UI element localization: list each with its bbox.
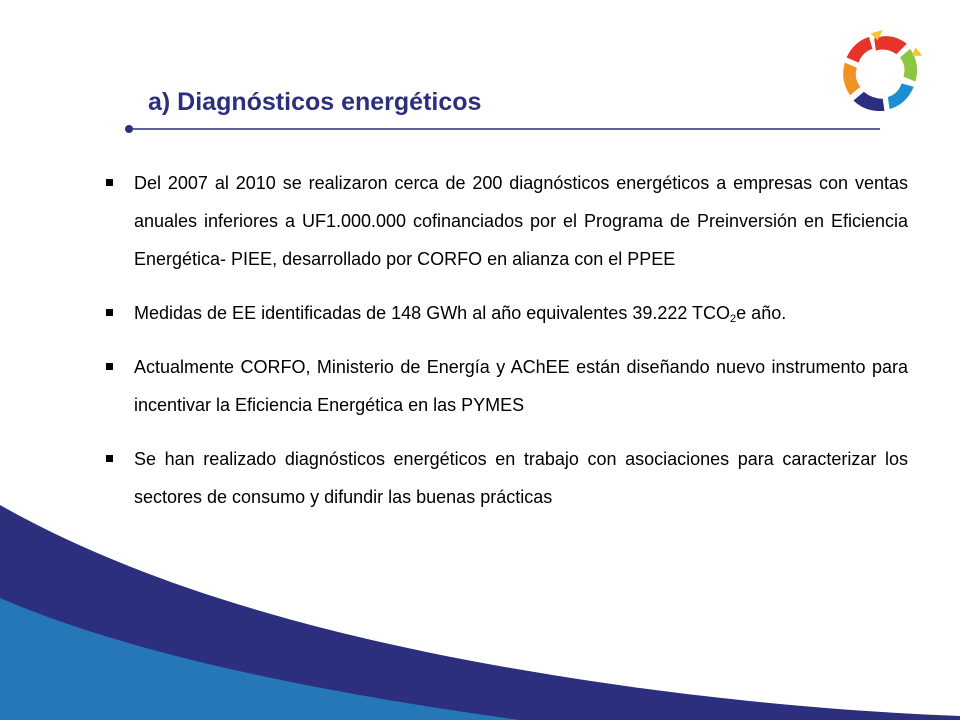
colored-ring-logo-icon bbox=[838, 30, 924, 116]
bullet-text: Del 2007 al 2010 se realizaron cerca de 200 diagnósticos energéticos a empresas con ventas anuales inferiores a UF1.000.000 cofinanciados por el Programa de Preinversión en Eficiencia Energética- PIEE, desarrollado por CORFO en alianza con el PPEE bbox=[134, 173, 908, 269]
bullet-text-after: e año. bbox=[736, 303, 787, 323]
bullet-list bbox=[104, 164, 908, 516]
square-bullet-icon bbox=[106, 455, 113, 462]
bullet-text bbox=[134, 294, 908, 332]
page-title: a) Diagnósticos energéticos bbox=[148, 88, 482, 116]
square-bullet-icon bbox=[106, 363, 113, 370]
square-bullet-icon bbox=[106, 309, 113, 316]
subscript: 2 bbox=[730, 313, 737, 325]
bullet-item bbox=[104, 294, 908, 332]
bullet-item bbox=[104, 348, 908, 424]
square-bullet-icon bbox=[106, 179, 113, 186]
bullet-text: Se han realizado diagnósticos energéticos en trabajo con asociaciones para caracterizar los sectores de consumo y difundir las buenas prácticas bbox=[134, 449, 908, 507]
bullet-item bbox=[104, 164, 908, 278]
bullet-item bbox=[104, 440, 908, 516]
title-underline bbox=[124, 124, 884, 134]
bullet-text-before: Medidas de EE identificadas de 148 GWh al año equivalentes 39.222 TCO bbox=[134, 303, 731, 323]
bullet-text: Actualmente CORFO, Ministerio de Energía y AChEE están diseñando nuevo instrumento para incentivar la Eficiencia Energética en las PYMES bbox=[134, 357, 908, 415]
